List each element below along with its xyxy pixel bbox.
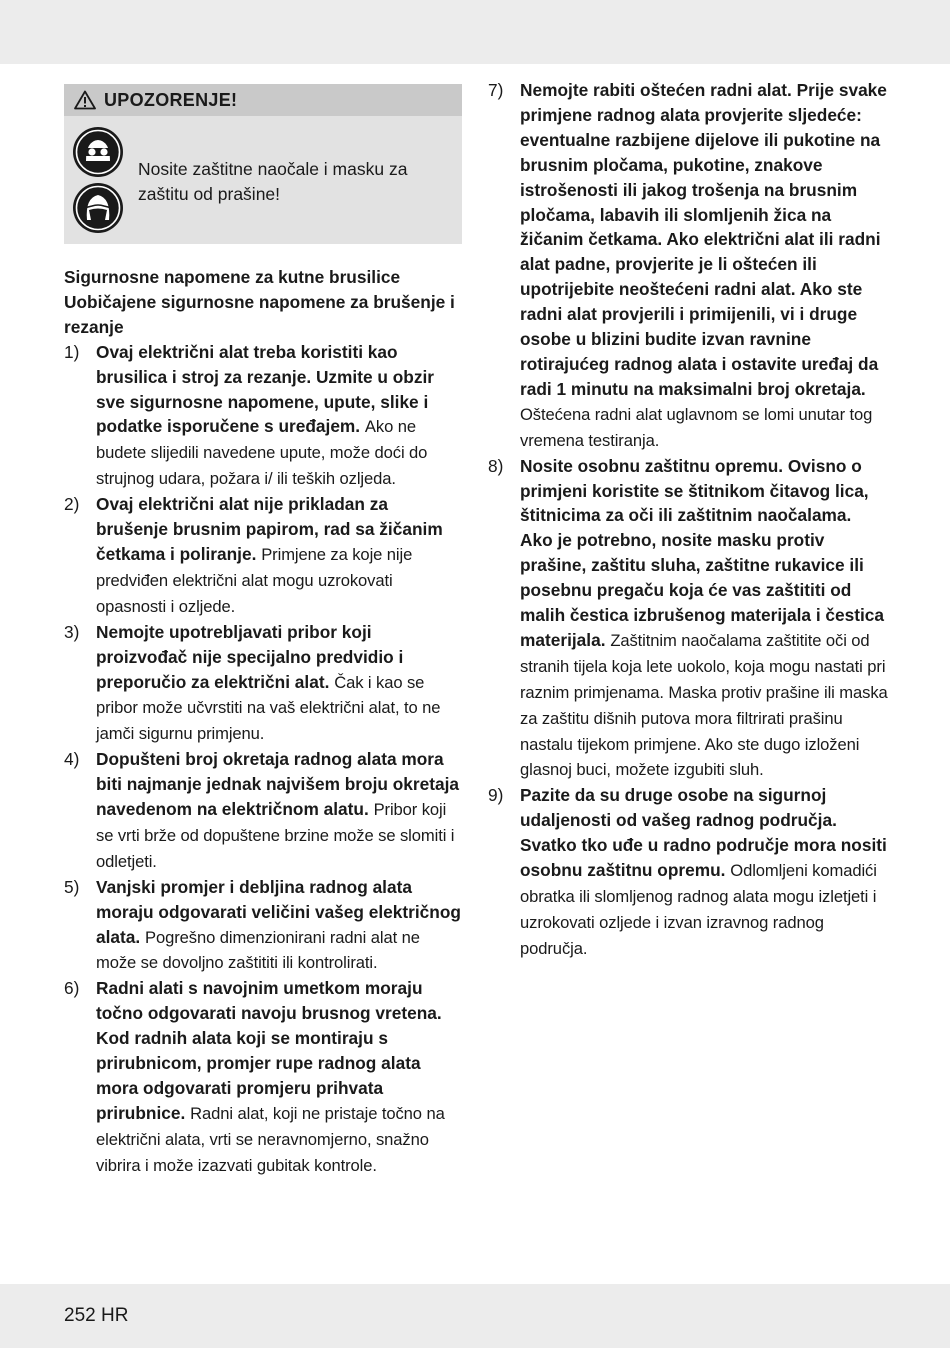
- item-bold-text: Pazite da su druge osobe na sigurnoj udaljenosti od vašeg radnog područja. Svatko tko uđe u radno područje mora nositi osobnu zaštitnu opremu.: [520, 785, 887, 881]
- item-text: Čak i kao se pribor može učvrstiti na vaš električni alat, to ne jamči sigurnu primjenu.: [96, 672, 441, 744]
- bottom-band: [0, 1284, 950, 1348]
- eye-protection-icon: [72, 126, 124, 178]
- item-number: 6): [64, 978, 80, 999]
- list-item: [64, 340, 464, 492]
- item-number: 8): [488, 455, 504, 476]
- item-bold-text: Nemojte rabiti oštećen radni alat. Prije svake primjene radnog alata provjerite sljedeće: eventualne razbijene dijelove ili pukotine na brusnim pločama, pukotine, znakove istrošenosti ili jakog trošenja na brusnim pločama, labavih ili slomljenih žica na žičanim četkama. Ako električni alat ili radni alat padne, provjerite je li oštećen ili upotrijebite neoštećeni radni alat. Ako ste radni alat provjerili i primijenili, vi i druge osobe u blizini budite izvan ravnine rotirajućeg radnog alata i ostavite uređaj da radi 1 minutu na maksimalni broj okretaja.: [520, 80, 887, 399]
- list-item: [488, 78, 888, 454]
- item-text: Primjene za koje nije predviđen električni alat mogu uzrokovati opasnosti i ozljede.: [96, 544, 413, 616]
- warning-triangle-icon: [74, 90, 96, 110]
- dust-mask-icon: [72, 182, 124, 234]
- list-item: [64, 620, 464, 748]
- section-heading: Sigurnosne napomene za kutne brusilice: [64, 267, 401, 287]
- list-item: [64, 976, 464, 1178]
- list-item: [64, 875, 464, 977]
- item-bold-text: Radni alati s navojnim umetkom moraju točno odgovarati navoju brusnog vretena. Kod radnih alata koji se montiraju s prirubnicom, promjer rupe radnog alata mora odgovarati promjeru prihvata prirubnice.: [96, 978, 442, 1123]
- list-item: [64, 747, 464, 875]
- section-subheading: Uobičajene sigurnosne napomene za brušenje i rezanje: [64, 291, 455, 337]
- item-text: Ako ne budete slijedili navedene upute, može doći do strujnog udara, požara i/ ili teških ozljeda.: [96, 417, 428, 489]
- item-text: Radni alat, koji ne pristaje točno na električni alata, vrti se neravnomjerno, snažno vibrira i može izazvati gubitak kontrole.: [96, 1103, 445, 1175]
- item-text: Pribor koji se vrti brže od dopuštene brzine može se slomiti i odletjeti.: [96, 800, 455, 871]
- item-number: 7): [488, 80, 504, 100]
- top-band: [0, 0, 950, 64]
- item-bold-text: Ovaj električni alat treba koristiti kao brusilica i stroj za rezanje. Uzmite u obzir sve sigurnosne napomene, upute, slike i podatke isporučene s uređajem.: [96, 341, 435, 437]
- warning-header: [64, 84, 462, 116]
- item-text: Odlomljeni komadići obratka ili slomljenog radnog alata mogu izletjeti i uzrokovati ozljede i izvan izravnog radnog područja.: [520, 861, 877, 958]
- item-number: 4): [64, 749, 80, 770]
- left-column: [64, 265, 464, 1179]
- item-number: 5): [64, 876, 80, 897]
- item-bold-text: Vanjski promjer i debljina radnog alata moraju odgovarati veličini vašeg električnog alata.: [96, 876, 461, 947]
- list-item: [488, 454, 888, 784]
- item-bold-text: Nosite osobnu zaštitnu opremu. Ovisno o primjeni koristite se štitnikom čitavog lica, štitnicima za oči ili zaštitnim naočalama. Ako je potrebno, nosite masku protiv prašine, zaštitu sluha, zaštitne rukavice ili posebnu pregaču koja će vas zaštititi od malih čestica izbrušenog materijala i čestica materijala.: [520, 455, 885, 650]
- item-bold-text: Dopušteni broj okretaja radnog alata mora biti najmanje jednak najvišem broju okretaja navedenom na električnom alatu.: [96, 749, 460, 820]
- list-item: [488, 783, 888, 961]
- list-item: [64, 492, 464, 620]
- item-number: 3): [64, 621, 80, 642]
- warning-box: [64, 84, 462, 244]
- item-text: Pogrešno dimenzionirani radni alat ne može se dovoljno zaštititi ili kontrolirati.: [96, 927, 420, 973]
- item-number: 1): [64, 341, 80, 362]
- item-bold-text: Ovaj električni alat nije prikladan za brušenje brusnim papirom, rad sa žičanim četkama i poliranje.: [96, 494, 443, 564]
- warning-text: Nosite zaštitne naočale i masku za zaštitu od prašine!: [138, 159, 408, 204]
- item-number: 2): [64, 494, 80, 515]
- warning-pictograms: [72, 126, 124, 238]
- item-text: Zaštitnim naočalama zaštitite oči od stranih tijela koja lete uokolo, koja mogu nastati pri raznim primjenama. Maska protiv prašine ili maska za zaštitu dišnih putova mora filtrirati prašinu nastalu tijekom primjene. Ako ste dugo izloženi glasnoj buci, možete izgubiti sluh.: [520, 630, 888, 780]
- page-number: 252 HR: [64, 1305, 129, 1326]
- warning-title: UPOZORENJE!: [104, 89, 238, 110]
- item-number: 9): [488, 785, 504, 806]
- item-text: Oštećena radni alat uglavnom se lomi unutar tog vremena testiranja.: [520, 404, 873, 450]
- item-bold-text: Nemojte upotrebljavati pribor koji proizvođač nije specijalno predvidio i preporučio za električni alat.: [96, 621, 404, 692]
- right-column: [488, 78, 888, 962]
